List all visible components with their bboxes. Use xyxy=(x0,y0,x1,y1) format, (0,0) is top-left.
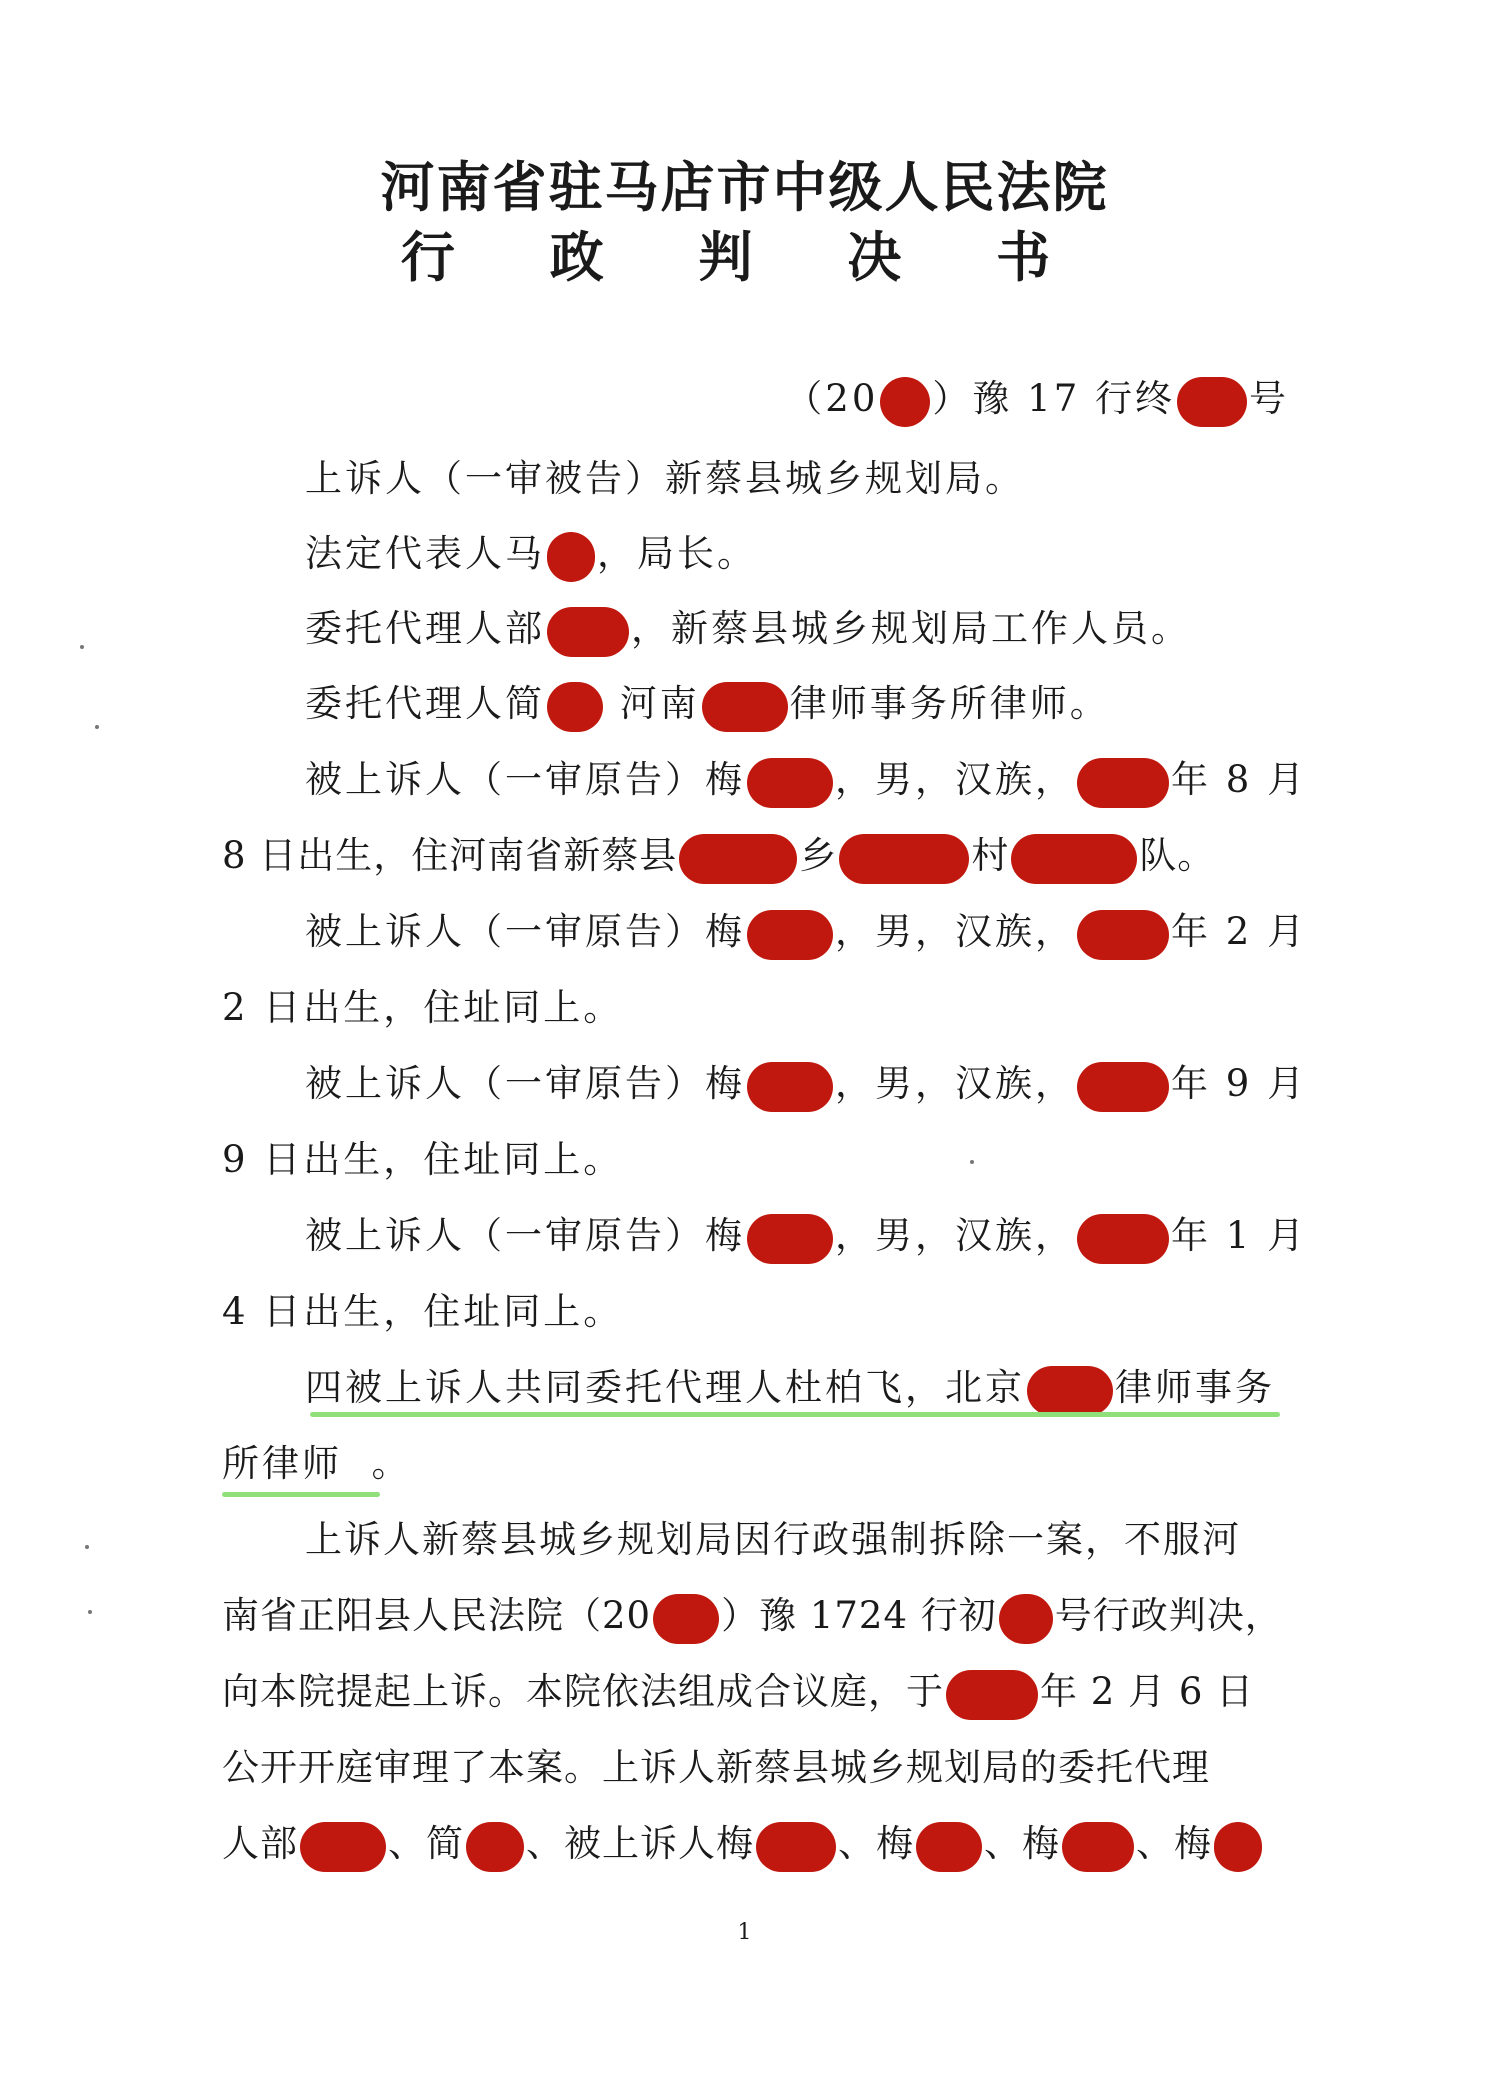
redaction xyxy=(1011,834,1137,884)
redaction xyxy=(679,834,797,884)
appellee-4-line-a: 被上诉人（一审原告）梅 ，男，汉族， 年 1 月 xyxy=(305,1212,1307,1260)
appellee-4-line-b: 4 日出生，住址同上。 xyxy=(222,1290,624,1333)
joint-agent-line-b: 所律师 。 xyxy=(222,1442,412,1485)
redaction xyxy=(300,1822,386,1872)
legal-rep-line: 法定代表人马 ，局长。 xyxy=(305,530,757,578)
redaction xyxy=(747,1062,833,1112)
redaction xyxy=(1027,1366,1113,1416)
scan-speck xyxy=(88,1610,92,1614)
redaction xyxy=(547,532,595,582)
scan-speck xyxy=(85,1545,89,1549)
redaction xyxy=(747,758,833,808)
appellee-2-line-a: 被上诉人（一审原告）梅 ，男，汉族， 年 2 月 xyxy=(305,908,1307,956)
redaction xyxy=(1077,910,1169,960)
redaction xyxy=(747,1214,833,1264)
redaction xyxy=(880,377,930,427)
redaction xyxy=(466,1822,524,1872)
scan-speck xyxy=(95,725,99,729)
redaction xyxy=(1062,1822,1134,1872)
case-number: （20 ）豫 17 行终 号 xyxy=(785,375,1289,423)
page-number: 1 xyxy=(737,1920,752,1945)
redaction xyxy=(547,682,603,732)
body-line-5: 人部 、简 、被上诉人梅 、梅 、梅 、梅 xyxy=(222,1820,1264,1868)
appellee-3-line-a: 被上诉人（一审原告）梅 ，男，汉族， 年 9 月 xyxy=(305,1060,1307,1108)
body-line-1: 上诉人新蔡县城乡规划局因行政强制拆除一案，不服河 xyxy=(305,1518,1241,1561)
redaction xyxy=(1077,758,1169,808)
redaction xyxy=(946,1670,1038,1720)
redaction xyxy=(653,1594,719,1644)
body-line-4: 公开开庭审理了本案。上诉人新蔡县城乡规划局的委托代理 xyxy=(222,1746,1210,1789)
redaction xyxy=(756,1822,836,1872)
redaction xyxy=(702,682,788,732)
body-line-3: 向本院提起上诉。本院依法组成合议庭，于 年 2 月 6 日 xyxy=(222,1668,1254,1716)
agent-line-1: 委托代理人部 ，新蔡县城乡规划局工作人员。 xyxy=(305,605,1191,653)
appellee-2-line-b: 2 日出生，住址同上。 xyxy=(222,986,624,1029)
redaction xyxy=(547,607,629,657)
appellee-1-line-a: 被上诉人（一审原告）梅 ，男，汉族， 年 8 月 xyxy=(305,756,1307,804)
document-type: 行 政 判 决 书 xyxy=(400,225,1089,289)
redaction xyxy=(1177,377,1247,427)
appellee-1-line-b: 8 日出生，住河南省新蔡县 乡 村 队。 xyxy=(222,832,1215,880)
joint-agent-line-a: 四被上诉人共同委托代理人杜柏飞，北京 律师事务 xyxy=(305,1364,1275,1412)
redaction xyxy=(839,834,969,884)
body-line-2: 南省正阳县人民法院（20 ）豫 1724 行初 号行政判决， xyxy=(222,1592,1283,1640)
redaction xyxy=(1077,1062,1169,1112)
redaction xyxy=(1214,1822,1262,1872)
appellant-line: 上诉人（一审被告）新蔡县城乡规划局。 xyxy=(305,457,1025,500)
court-name: 河南省驻马店市中级人民法院 xyxy=(380,155,1109,219)
agent-line-2: 委托代理人简 河南 律师事务所律师。 xyxy=(305,680,1110,728)
redaction xyxy=(999,1594,1053,1644)
highlight-underline xyxy=(222,1492,380,1497)
scan-speck xyxy=(970,1160,974,1164)
redaction xyxy=(747,910,833,960)
highlight-underline xyxy=(310,1412,1280,1417)
appellee-3-line-b: 9 日出生，住址同上。 xyxy=(222,1138,624,1181)
redaction xyxy=(1077,1214,1169,1264)
redaction xyxy=(916,1822,982,1872)
scan-speck xyxy=(80,645,84,649)
